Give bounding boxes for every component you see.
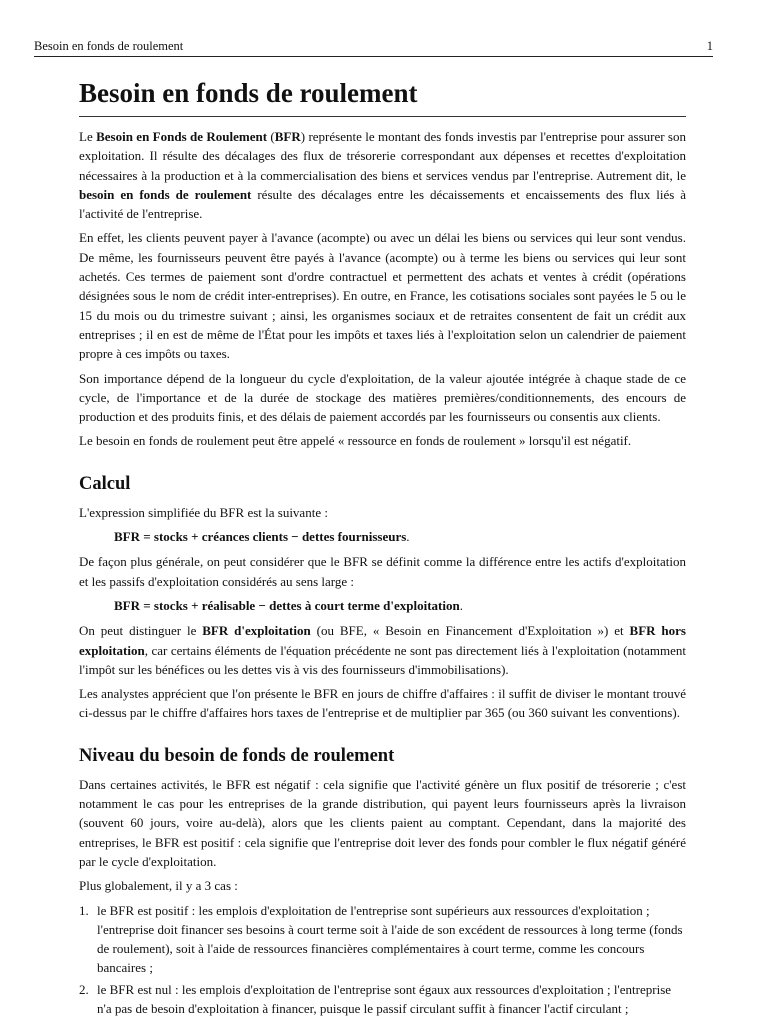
term-bfr-hors-exploitation: BFR hors exploitation (79, 623, 686, 658)
term-bfr-exploitation: BFR d'exploitation (202, 623, 311, 639)
running-header (34, 36, 713, 57)
formula-simple: BFR = stocks + créances clients − dettes fournisseurs. (114, 529, 410, 545)
calcul-paragraph-3: On peut distinguer le BFR d'exploitation (ou BFE, « Besoin en Financement d'Exploitation ») et BFR hors exploitation, car certains éléments de l'équation précédente ne sont pas directement liés à l'exploitation (notamment l'impôt sur les bénéfices ou les dettes vis à vis des fournisseurs d'immobilisations). (79, 623, 686, 677)
term-bfr-lower: besoin en fonds de roulement (79, 186, 252, 202)
calcul-paragraph-4: Les analystes apprécient que l'on présente le BFR en jours de chiffre d'affaires : il suffit de diviser le montant trouvé ci-dessus par le chiffre d'affaires hors taxes de l'entreprise et de multiplier par 365 (ou 360 suivant les conventions). (79, 686, 686, 721)
formula-general: BFR = stocks + réalisable − dettes à court terme d'exploitation. (114, 597, 463, 613)
intro-paragraph-1: Le Besoin en Fonds de Roulement (BFR) représente le montant des fonds investis par l'entreprise pour assurer son exploitation. Il résulte des décalages des flux de trésorerie correspondant aux dépenses et recettes d'exploitation nécessaires à la production et à la commercialisation des biens et services vendus par l'entreprise. Autrement dit, le besoin en fonds de roulement résulte des décalages entre les décaissements et encaissements des flux liés à l'activité de l'entreprise. (79, 129, 686, 222)
niveau-paragraph-1: Dans certaines activités, le BFR est négatif : cela signifie que l'activité génère un flux positif de trésorerie ; c'est notamment le cas pour les entreprises de la grande distribution, qui payent leurs fournisseurs après la livraison (souvent 60 jours, voire au-delà), alors que les clients paient au comptant. Cependant, dans la majorité des entreprises, le BFR est positif : cela signifie que l'entreprise doit lever des fonds pour combler le flux négatif généré par le cycle d'exploitation. (79, 776, 686, 869)
calcul-paragraph-2: De façon plus générale, on peut considérer que le BFR se définit comme la différence entre les actifs d'exploitation et les passifs d'exploitation considérés au sens large : (79, 554, 686, 589)
list-item: 2. le BFR est nul : les emplois d'exploitation de l'entreprise sont égaux aux ressources d'exploitation ; l'entreprise n'a pas de besoin d'exploitation à financer, puisque le passif circulant suffit à financer l'actif circulant ; (79, 981, 672, 1016)
section-heading-calcul: Calcul (79, 473, 131, 494)
section-heading-niveau: Niveau du besoin de fonds de roulement (79, 745, 395, 766)
running-header-title: Besoin en fonds de roulement (34, 39, 184, 53)
page-title: Besoin en fonds de roulement (79, 76, 686, 117)
list-item: 1. le BFR est positif : les emplois d'exploitation de l'entreprise sont supérieurs aux ressources d'exploitation ; l'entreprise doit financer ses besoins à court terme soit à l'aide de son excédent de ressources à long terme (fonds de roulement), soit à l'aide de ressources financières complémentaires à court terme, comme les concours bancaires ; (79, 902, 683, 976)
term-bfr-abbr: BFR (274, 129, 301, 144)
article-body (79, 76, 686, 1020)
term-bfr-full: Besoin en Fonds de Roulement (96, 129, 268, 144)
intro-paragraph-2: En effet, les clients peuvent payer à l'avance (acompte) ou avec un délai les biens ou services qui leur sont vendus. De même, les fournisseurs peuvent être payés à l'avance (acompte) ou à terme les biens ou services qui leur sont achetés. Ces termes de paiement sont d'ordre contractuel et permettent des achats et ventes à crédit (opérations désignées sous le nom de crédit inter-entreprises). En outre, en France, les cotisations sociales sont payées le 5 ou le 15 du mois ou du trimestre suivant ; ainsi, les organismes sociaux et de retraites consentent de fait un crédit aux entreprises ; il en est de même de l'État pour les impôts et taxes liés à l'exploitation selon un calendrier de paiement propre à ces impôts ou taxes. (79, 230, 686, 362)
intro-paragraph-3: Son importance dépend de la longueur du cycle d'exploitation, de la valeur ajoutée intégrée à chaque stade de ce cycle, de l'importance et de la durée de stockage des matières premières/conditionnements, des encours de production et des produits finis, et des délais de paiement accordés par les fournisseurs ou consentis aux clients. (79, 370, 686, 425)
calcul-paragraph-1: L'expression simplifiée du BFR est la suivante : (79, 504, 328, 520)
niveau-paragraph-2: Plus globalement, il y a 3 cas : (79, 878, 238, 894)
page-number: 1 (706, 39, 713, 53)
cases-list (79, 901, 686, 1019)
intro-paragraph-4: Le besoin en fonds de roulement peut être appelé « ressource en fonds de roulement » lorsqu'il est négatif. (79, 433, 632, 449)
